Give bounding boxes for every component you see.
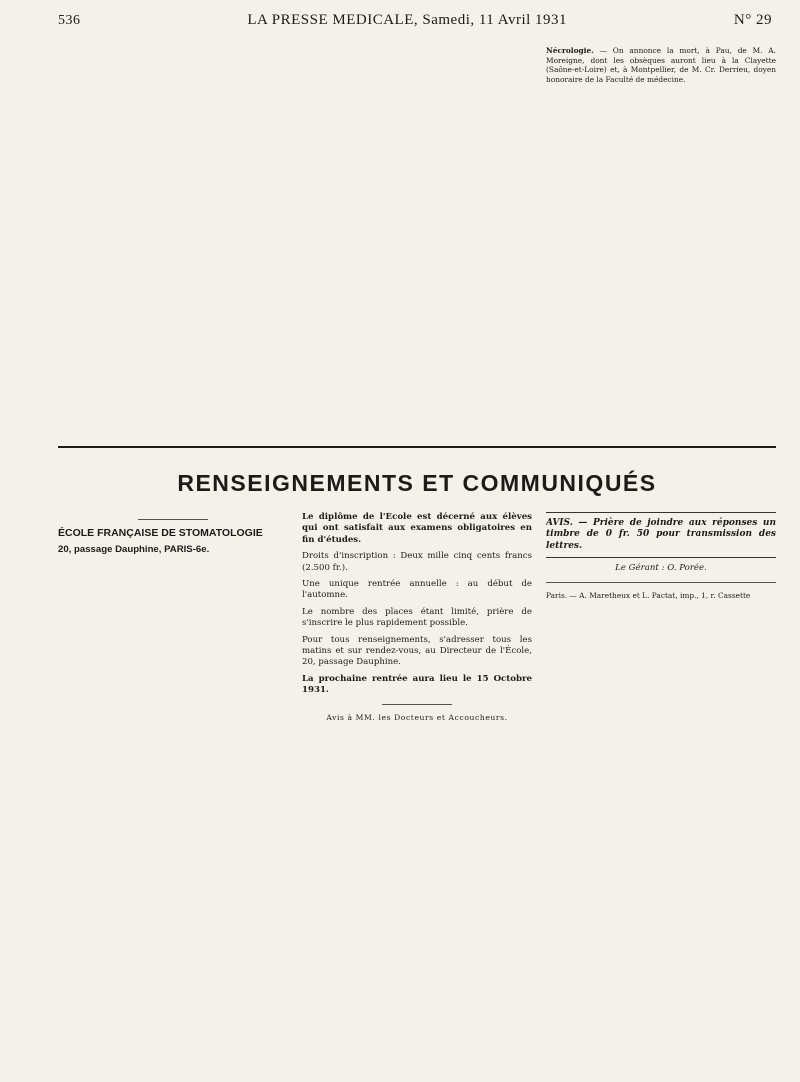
necrology-lead: Nécrologie. — [546, 46, 594, 55]
fees-text: Droits d'inscription : Deux mille cinq cents francs (2.500 fr.). — [302, 551, 532, 573]
manager-line: Le Gérant : O. Porée. — [615, 563, 707, 574]
appointments-column-3 — [546, 40, 776, 436]
communiques-column-2 — [302, 512, 532, 1064]
school-title: ÉCOLE FRANÇAISE DE STOMATOLOGIE — [58, 527, 263, 539]
page-header — [58, 12, 772, 36]
diploma-text: Le diplôme de l'École est décerné aux élèves qui ont satisfait aux examens obligatoires en fin d'études. — [302, 512, 532, 545]
necrology-text: — On annonce la mort, à Pau, de M. A. Moreigne, dont les obsèques auront lieu à la Clayette (Saône-et-Loire) et, à Montpellier, de M. Cr. Derrieu, doyen honoraire de la Faculté de médecine. — [546, 46, 776, 85]
section-divider — [58, 446, 776, 448]
journal-title: LA PRESSE MEDICALE, Samedi, 11 Avril 1931 — [247, 12, 568, 28]
communiques-column-3 — [546, 512, 776, 1064]
entry-text: Une unique rentrée annuelle : au début de l'automne. — [302, 579, 532, 601]
appointments-column-1 — [58, 40, 288, 436]
info-text: Pour tous renseignements, s'adresser tous les matins et sur rendez-vous, au Directeur de l'École, 20, passage Dauphine. — [302, 634, 532, 668]
appointments-columns — [58, 40, 776, 436]
issue-number: N° 29 — [733, 12, 772, 28]
next-entry-text: La prochaine rentrée aura lieu le 15 Octobre 1931. — [302, 673, 532, 696]
necrology-paragraph — [546, 46, 776, 85]
notice-heading: Avis à MM. les Docteurs et Accoucheurs. — [326, 712, 508, 722]
appointments-column-2 — [302, 40, 532, 436]
communiques-column-1 — [58, 512, 288, 1064]
transmission-notice: AVIS. — Prière de joindre aux réponses un timbre de 0 fr. 50 pour transmission des lettres. — [546, 512, 776, 558]
divider — [382, 704, 452, 705]
communiques-columns — [58, 512, 776, 1064]
section-title: RENSEIGNEMENTS ET COMMUNIQUÉS — [177, 470, 657, 496]
divider — [546, 582, 776, 583]
divider — [138, 519, 208, 520]
page-number: 536 — [58, 13, 81, 28]
printer-line: Paris. — A. Maretheux et L. Pactat, imp., 1, r. Cassette — [546, 590, 751, 600]
places-text: Le nombre des places étant limité, prière de s'inscrire le plus rapidement possible. — [302, 606, 532, 629]
school-address: 20, passage Dauphine, PARIS-6e. — [58, 544, 210, 556]
